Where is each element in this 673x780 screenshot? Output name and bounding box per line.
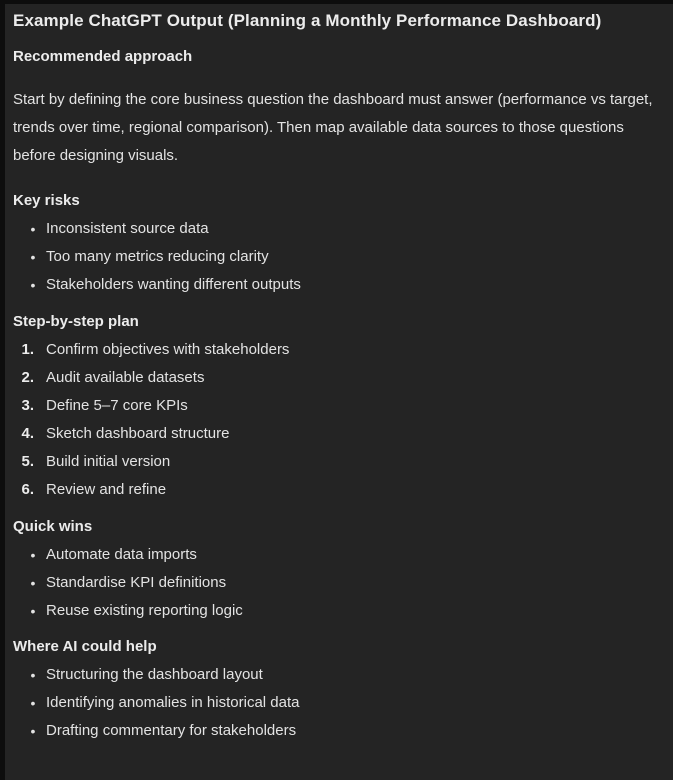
list-item	[13, 243, 301, 271]
list-item-text: Stakeholders wanting different outputs	[46, 276, 301, 293]
quick-wins-list	[13, 541, 243, 625]
list-number: 5.	[21, 453, 34, 470]
bullet-icon: •	[30, 723, 36, 739]
list-item-text: Drafting commentary for stakeholders	[46, 722, 297, 739]
bullet-icon: •	[30, 249, 36, 265]
list-item-text: Identifying anomalies in historical data	[46, 694, 300, 711]
heading-key-risks: Key risks	[13, 192, 80, 209]
list-item-text: Audit available datasets	[46, 369, 205, 386]
list-item-text: Standardise KPI definitions	[46, 574, 227, 591]
heading-recommended-approach: Recommended approach	[13, 48, 193, 65]
list-number: 1.	[21, 341, 34, 358]
list-item-text: Inconsistent source data	[46, 220, 209, 237]
list-item	[13, 271, 301, 299]
heading-where-ai-could-help: Where AI could help	[13, 638, 157, 655]
list-number: 2.	[21, 369, 34, 386]
heading-step-by-step-plan: Step-by-step plan	[13, 313, 139, 330]
step-by-step-plan-list	[13, 336, 289, 504]
list-item	[13, 392, 289, 420]
list-item-text: Define 5–7 core KPIs	[46, 397, 188, 414]
bullet-icon: •	[30, 547, 36, 563]
chat-output-panel	[5, 4, 673, 780]
heading-quick-wins: Quick wins	[13, 518, 93, 535]
list-item	[13, 364, 289, 392]
page-title: Example ChatGPT Output (Planning a Monthly Performance Dashboard)	[13, 11, 602, 30]
list-item-text: Review and refine	[46, 481, 167, 498]
list-item	[13, 717, 299, 745]
list-item	[13, 420, 289, 448]
list-item	[13, 448, 289, 476]
list-item	[13, 597, 243, 625]
bullet-icon: •	[30, 603, 36, 619]
list-number: 4.	[21, 425, 34, 442]
list-item-text: Structuring the dashboard layout	[46, 666, 263, 683]
bullet-icon: •	[30, 575, 36, 591]
where-ai-could-help-list	[13, 661, 299, 745]
list-item	[13, 336, 289, 364]
bullet-icon: •	[30, 667, 36, 683]
recommended-approach-paragraph: Start by defining the core business question the dashboard must answer (performance vs target, trends over time, regional comparison). Then map available data sources to those questions before designing visuals.	[13, 91, 653, 164]
list-item	[13, 661, 299, 689]
bullet-icon: •	[30, 695, 36, 711]
list-item	[13, 569, 243, 597]
list-item	[13, 215, 301, 243]
bullet-icon: •	[30, 221, 36, 237]
list-item	[13, 476, 289, 504]
list-item	[13, 541, 243, 569]
key-risks-list	[13, 215, 301, 299]
list-item-text: Reuse existing reporting logic	[46, 602, 243, 619]
list-item	[13, 689, 299, 717]
list-number: 6.	[21, 481, 34, 498]
list-item-text: Sketch dashboard structure	[46, 425, 230, 442]
list-item-text: Build initial version	[46, 453, 171, 470]
list-number: 3.	[21, 397, 34, 414]
list-item-text: Automate data imports	[46, 546, 197, 563]
list-item-text: Too many metrics reducing clarity	[46, 248, 269, 265]
bullet-icon: •	[30, 277, 36, 293]
list-item-text: Confirm objectives with stakeholders	[46, 341, 290, 358]
